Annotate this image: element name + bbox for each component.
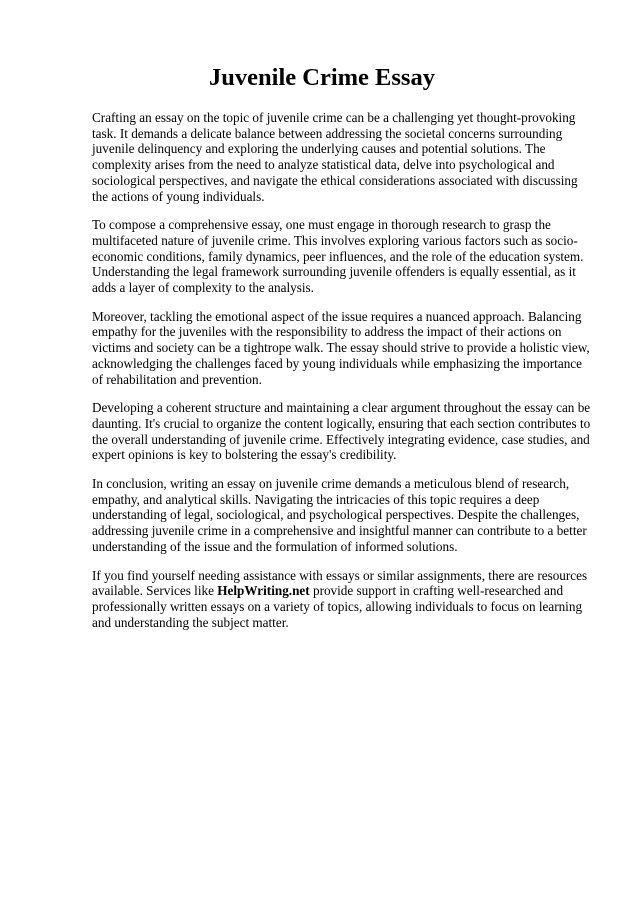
paragraph-conclusion: In conclusion, writing an essay on juvenile crime demands a meticulous blend of research, empathy, and analytical skills. Navigating the intricacies of this topic requires a deep understanding of legal, sociological, and psychological perspectives. Despite the challenges, addressing juvenile crime in a comprehensive and insightful manner can contribute to a better understanding of the issue and the formulation of informed solutions. xyxy=(92,476,587,554)
paragraph-assistance xyxy=(92,568,594,631)
assistance-text-after: provide support in crafting well-researched and professionally written essays on a variety of topics, allowing individuals to focus on learning and understanding the subject matter. xyxy=(92,583,583,630)
paragraph-research: To compose a comprehensive essay, one must engage in thorough research to grasp the multifaceted nature of juvenile crime. This involves exploring various factors such as socio-economic conditions, family dynamics, peer influences, and the role of the education system. Understanding the legal framework surrounding juvenile offenders is equally essential, as it adds a layer of complexity to the analysis. xyxy=(92,217,584,296)
assistance-text-before: If you find yourself needing assistance with essays or similar assignments, there are resources available. Services like xyxy=(92,567,588,599)
paragraph-introduction: Crafting an essay on the topic of juvenile crime can be a challenging yet thought-provoking task. It demands a delicate balance between addressing the societal concerns surrounding juvenile delinquency and exploring the underlying causes and potential solutions. The complexity arises from the need to analyze statistical data, delve into psychological and sociological perspectives, and navigate the ethical considerations associated with discussing the actions of young individuals. xyxy=(92,110,578,204)
document-title: Juvenile Crime Essay xyxy=(209,64,435,91)
paragraph-structure: Developing a coherent structure and maintaining a clear argument throughout the essay can be daunting. It's crucial to organize the content logically, ensuring that each section contributes to the overall understanding of juvenile crime. Effectively integrating evidence, case studies, and expert opinions is key to bolstering the essay's credibility. xyxy=(92,400,591,463)
paragraph-emotional-aspect: Moreover, tackling the emotional aspect of the issue requires a nuanced approach. Balancing empathy for the juveniles with the responsibility to address the impact of their actions on victims and society can be a tightrope walk. The essay should strive to provide a holistic view, acknowledging the challenges faced by young individuals while emphasizing the importance of rehabilitation and prevention. xyxy=(92,308,590,387)
brand-name: HelpWriting.net xyxy=(217,583,310,599)
